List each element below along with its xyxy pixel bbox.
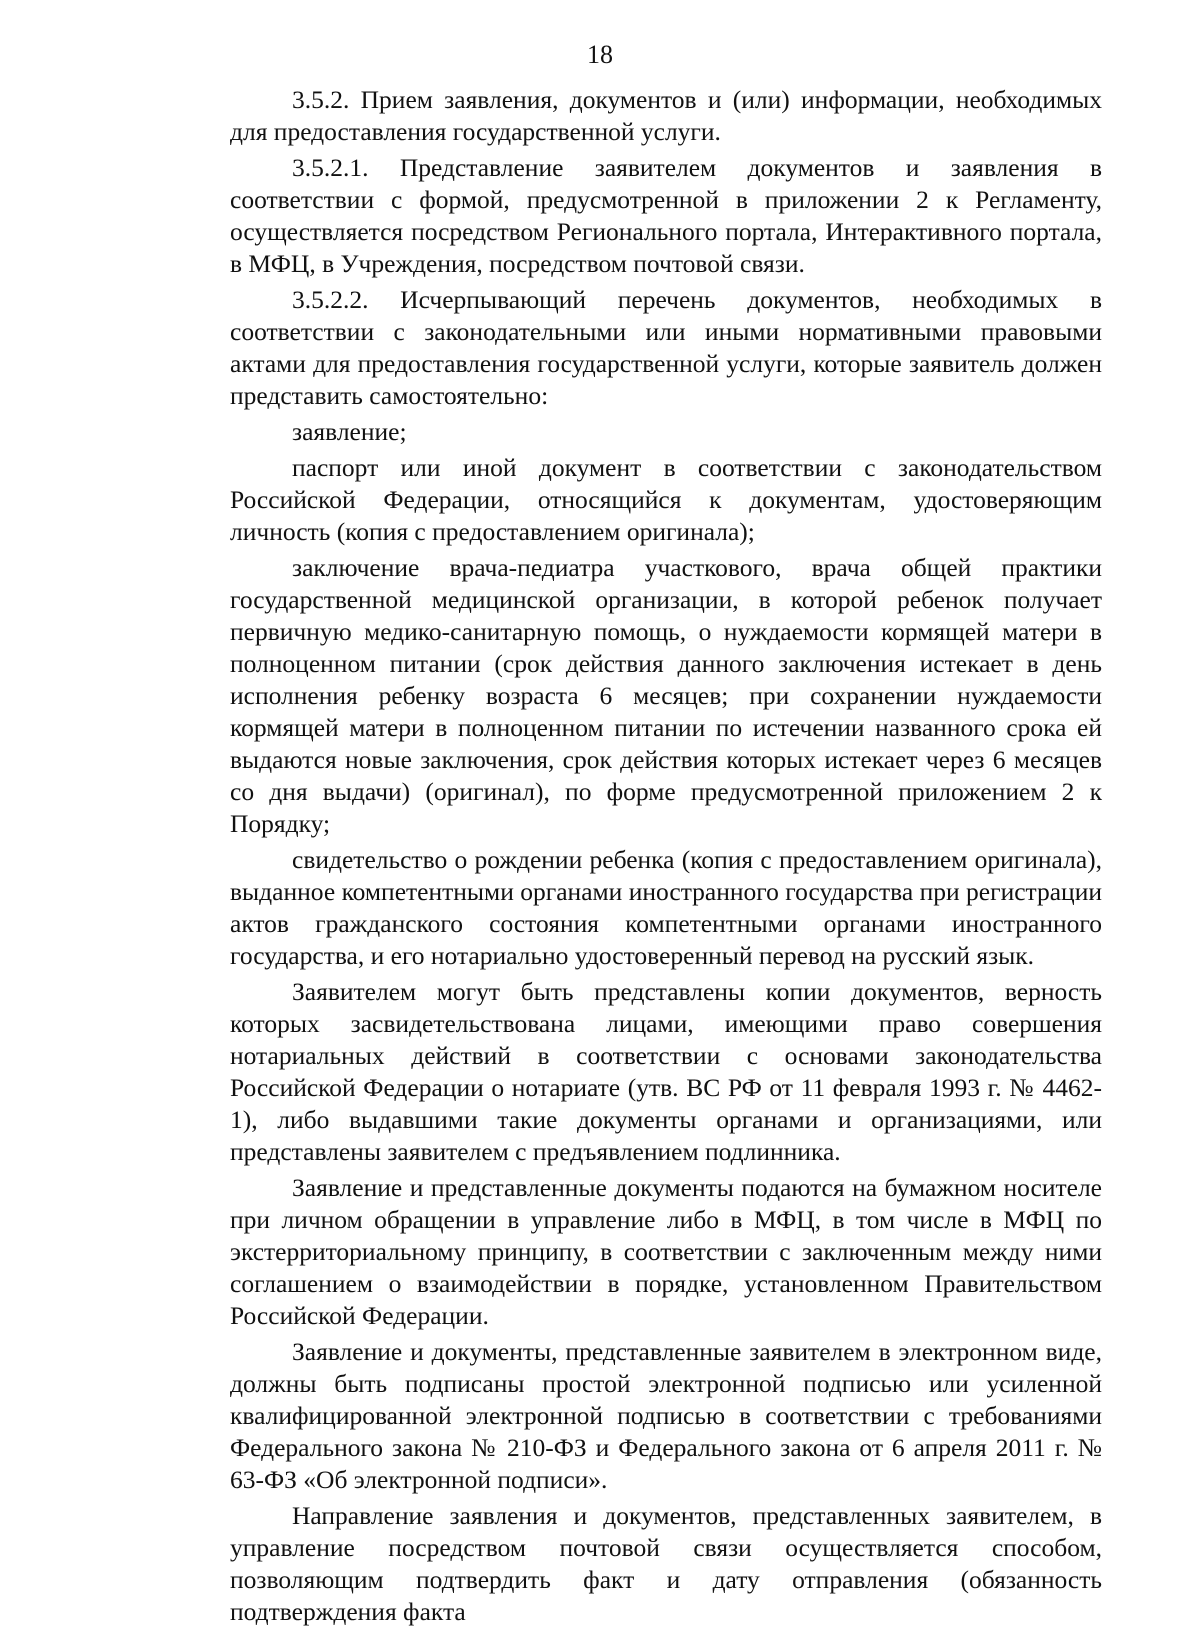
paragraph-postal-submission: Направление заявления и документов, представленных заявителем, в управление посредством почтовой связи осуществляется способом, позволяющим подтвердить факт и дату отправления (обязанность подтверждения факта xyxy=(230,1501,1102,1626)
list-item-birth-certificate: свидетельство о рождении ребенка (копия с предоставлением оригинала), выданное компетентными органами иностранного государства при регистрации актов гражданского состояния компетентными органами иностранного государства, и его нотариально удостоверенный перевод на русский язык. xyxy=(230,845,1102,970)
paragraph-3-5-2-2: 3.5.2.2. Исчерпывающий перечень документов, необходимых в соответствии с законодательными или иными нормативными правовыми актами для предоставления государственной услуги, которые заявитель должен представить самостоятельно: xyxy=(230,285,1102,410)
paragraph-paper-submission: Заявление и представленные документы подаются на бумажном носителе при личном обращении в управление либо в МФЦ, в том числе в МФЦ по экстерриториальному принципу, в соответствии с заключенным между ними соглашением о взаимодействии в порядке, установленном Правительством Российской Федерации. xyxy=(230,1173,1102,1330)
page-number: 18 xyxy=(587,40,613,69)
paragraph-document-copies: Заявителем могут быть представлены копии документов, верность которых засвидетельствована лицами, имеющими право совершения нотариальных действий в соответствии с основами законодательства Российской Федерации о нотариате (утв. ВС РФ от 11 февраля 1993 г. № 4462-1), либо выдавшими такие документы органами и организациями, или представлены заявителем с предъявлением подлинника. xyxy=(230,977,1102,1166)
list-item-application: заявление; xyxy=(292,417,407,446)
paragraph-3-5-2: 3.5.2. Прием заявления, документов и (или) информации, необходимых для предоставления государственной услуги. xyxy=(230,85,1102,146)
list-item-pediatrician-conclusion: заключение врача-педиатра участкового, врача общей практики государственной медицинской организации, в которой ребенок получает первичную медико-санитарную помощь, о нуждаемости кормящей матери в полноценном питании (срок действия данного заключения истекает в день исполнения ребенку возраста 6 месяцев; при сохранении нуждаемости кормящей матери в полноценном питании по истечении названного срока ей выдаются новые заключения, срок действия которых истекает через 6 месяцев со дня выдачи) (оригинал), по форме предусмотренной приложением 2 к Порядку; xyxy=(230,553,1102,838)
paragraph-electronic-submission: Заявление и документы, представленные заявителем в электронном виде, должны быть подписаны простой электронной подписью или усиленной квалифицированной электронной подписью в соответствии с требованиями Федерального закона № 210-ФЗ и Федерального закона от 6 апреля 2011 г. № 63-ФЗ «Об электронной подписи». xyxy=(230,1337,1102,1494)
document-body xyxy=(230,84,1102,1628)
list-item-passport: паспорт или иной документ в соответствии с законодательством Российской Федерации, относящийся к документам, удостоверяющим личность (копия с предоставлением оригинала); xyxy=(230,453,1102,546)
paragraph-3-5-2-1: 3.5.2.1. Представление заявителем документов и заявления в соответствии с формой, предусмотренной в приложении 2 к Регламенту, осуществляется посредством Регионального портала, Интерактивного портала, в МФЦ, в Учреждения, посредством почтовой связи. xyxy=(230,153,1102,278)
